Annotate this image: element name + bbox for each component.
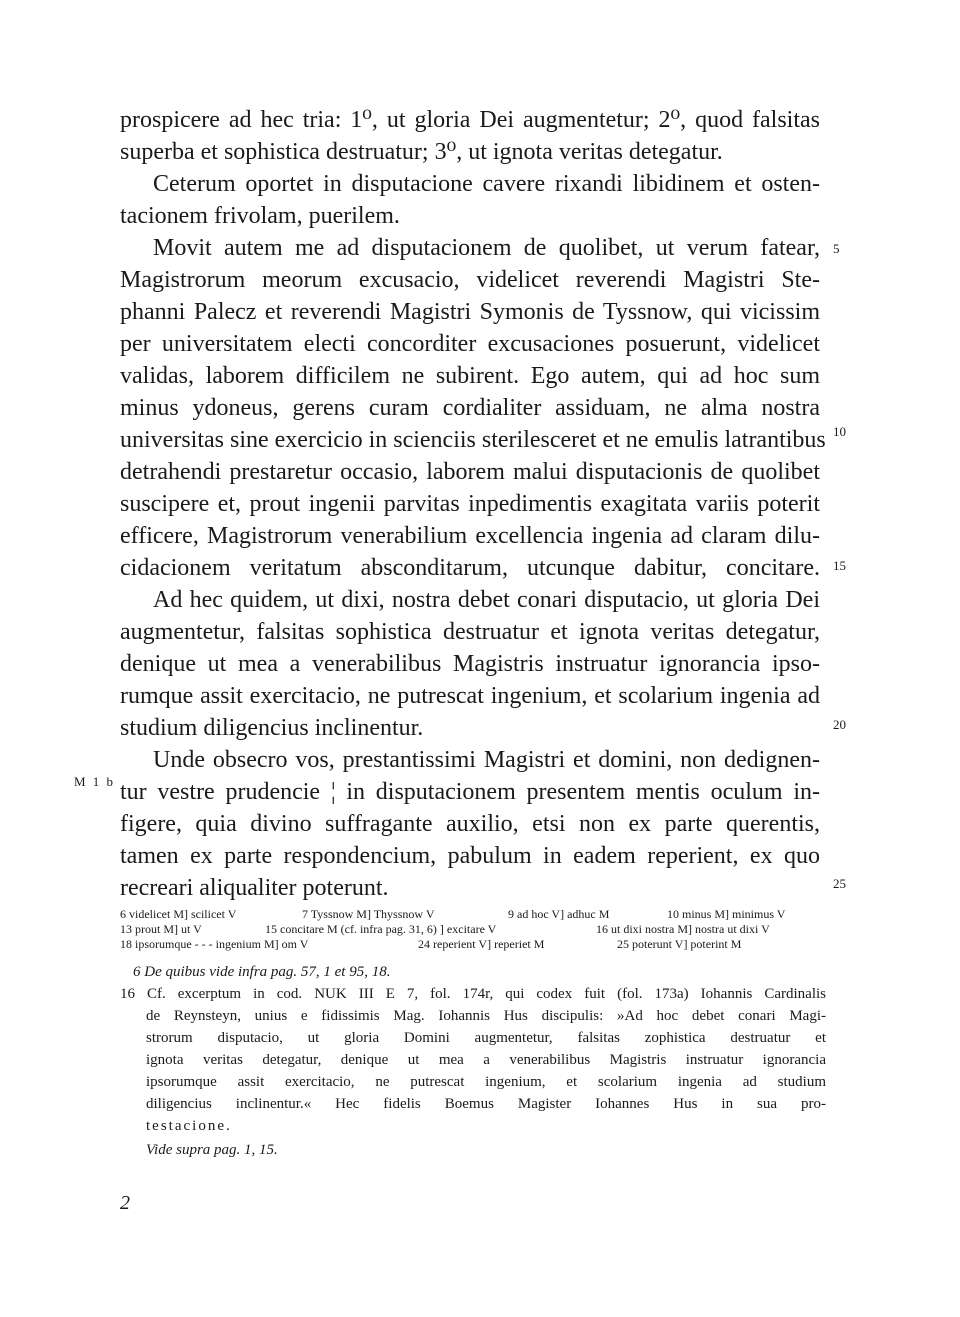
apparatus-line-2 [120,922,826,937]
apparatus-entry: 15 concitare M (cf. infra pag. 31, 6) ] excitare V [265,922,497,936]
text-line-10: minus ydoneus, gerens curam cordialiter assiduam, ne alma nostra [120,395,820,421]
text-line-11: universitas sine exercicio in scienciis sterilesceret et ne emulis latrantibus [120,427,826,453]
line-number-15: 15 [833,558,846,573]
apparatus-entry: 25 poterunt V] poterint M [617,937,742,951]
footnote-16-line-7: testacione. [146,1118,232,1134]
apparatus-entry: 18 ipsorumque - - - ingenium M] om V [120,937,309,951]
apparatus-line-3 [120,937,826,952]
text-line-3: Ceterum oportet in disputacione cavere rixandi libidinem et osten- [153,171,820,197]
text-line-13: suscipere et, prout ingenii parvitas inpedimentis exagitata variis poterit [120,491,820,517]
line-number-25: 25 [833,876,846,891]
footnote-cross-reference: Vide supra pag. 1, 15. [146,1142,278,1158]
text-line-23: figere, quia divino suffragante auxilio, etsi non ex parte querentis, [120,811,820,837]
text-line-25: recreari aliqualiter poterunt. [120,875,389,901]
text-line-22: tur vestre prudencie ¦ in disputacionem presentem mentis oculum in- [120,779,820,805]
apparatus-entry: 10 minus M] minimus V [667,907,786,921]
apparatus-entry: 9 ad hoc V] adhuc M [508,907,610,921]
text-line-18: denique ut mea a venerabilibus Magistris instruatur ignorancia ipso- [120,651,820,677]
apparatus-entry: 7 Tyssnow M] Thyssnow V [302,907,435,921]
page-number: 2 [120,1192,130,1214]
text-line-19: rumque assit exercitacio, ne putrescat ingenium, et scolarium ingenia ad [120,683,820,709]
line-number-10: 10 [833,424,846,439]
apparatus-entry: 6 videlicet M] scilicet V [120,907,237,921]
line-number-20: 20 [833,717,846,732]
text-line-17: augmentetur, falsitas sophistica destruatur et ignota veritas detegatur, [120,619,820,645]
apparatus-entry: 13 prout M] ut V [120,922,202,936]
footnote-16-line-1: 16 Cf. excerptum in cod. NUK III E 7, fol. 174r, qui codex fuit (fol. 173a) Iohannis Cardinalis [120,986,826,1002]
footnote-16-line-3: strorum disputacio, ut gloria Domini augmentetur, falsitas zophistica destruatur et [146,1030,826,1046]
apparatus-entry: 24 reperient V] reperiet M [418,937,545,951]
text-line-5: Movit autem me ad disputacionem de quolibet, ut verum fatear, [153,235,820,261]
text-line-20: studium diligencius inclinentur. [120,715,424,741]
text-line-4: tacionem frivolam, puerilem. [120,203,400,229]
footnote-16-line-2: de Reynsteyn, unius e fidissimis Mag. Iohannis Hus discipulis: »Ad hoc debet conari Magi- [146,1008,826,1024]
text-line-8: per universitatem electi concorditer excusaciones posuerunt, videlicet [120,331,820,357]
text-line-16: Ad hec quidem, ut dixi, nostra debet conari disputacio, ut gloria Dei [153,587,820,613]
margin-folio-note: M 1 b [74,774,116,789]
text-line-24: tamen ex parte respondencium, pabulum in eadem reperient, ex quo [120,843,820,869]
text-line-15: cidacionem veritatum absconditarum, utcunque dabitur, concitare. [120,555,820,581]
text-line-7: phanni Palecz et reverendi Magistri Symonis de Tyssnow, qui vicissim [120,299,820,325]
apparatus-entry: 16 ut dixi nostra M] nostra ut dixi V [596,922,770,936]
footnote-16-line-6: diligencius inclinentur.« Hec fidelis Boemus Magister Iohannes Hus in sua pro- [146,1096,826,1112]
footnote-16-line-4: ignota veritas detegatur, denique ut mea a venerabilibus Magistris instruatur ignorancia [146,1052,826,1068]
text-line-1: prospicere ad hec tria: 1⁰, ut gloria Dei augmentetur; 2⁰, quod falsitas [120,107,820,133]
text-line-14: efficere, Magistrorum venerabilium excellencia ingenia ad claram dilu- [120,523,820,549]
text-line-21: Unde obsecro vos, prestantissimi Magistri et domini, non dedignen- [153,747,820,773]
apparatus-line-1 [120,907,826,922]
footnote-16-line-5: ipsorumque assit exercitacio, ne putrescat ingenium, et scolarium ingenia ad studium [146,1074,826,1090]
text-line-2: superba et sophistica destruatur; 3⁰, ut ignota veritas detegatur. [120,139,723,165]
text-line-12: detrahendi prestaretur occasio, laborem malui disputacionis de quolibet [120,459,820,485]
text-line-6: Magistrorum meorum excusacio, videlicet reverendi Magistri Ste- [120,267,820,293]
text-line-9: validas, laborem difficilem ne subirent. Ego autem, qui ad hoc sum [120,363,820,389]
line-number-5: 5 [833,241,840,256]
footnote-6: 6 De quibus vide infra pag. 57, 1 et 95, 18. [133,964,391,980]
